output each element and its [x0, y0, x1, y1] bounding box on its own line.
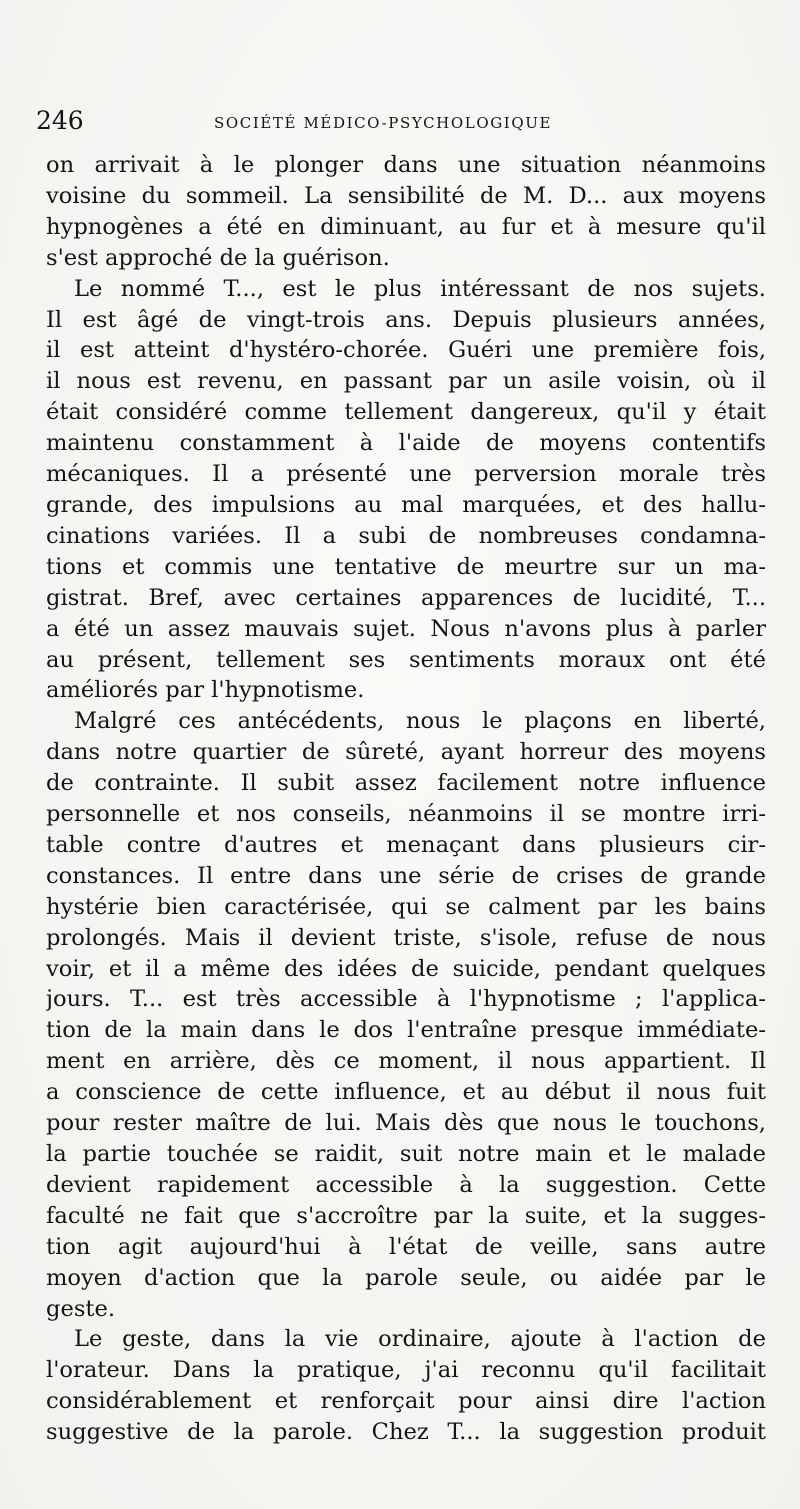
paragraph-2	[46, 274, 766, 707]
text-line: personnelle et nos conseils, néanmoins il se montre irri-	[46, 801, 766, 828]
paragraph-1	[46, 150, 766, 274]
text-line: hystérie bien caractérisée, qui se calment par les bains	[46, 893, 766, 920]
text-line: de contrainte. Il subit assez facilement notre influence	[46, 770, 766, 797]
text-line: maintenu constamment à l'aide de moyens contentifs	[46, 430, 766, 457]
text-line: l'orateur. Dans la pratique, j'ai reconnu qu'il facilitait	[46, 1357, 766, 1384]
text-line: voisine du sommeil. La sensibilité de M. D... aux moyens	[46, 182, 766, 209]
text-line: mécaniques. Il a présenté une perversion morale très	[46, 461, 766, 488]
text-line: devient rapidement accessible à la suggestion. Cette	[46, 1171, 766, 1198]
text-line: tion agit aujourd'hui à l'état de veille, sans autre	[46, 1233, 766, 1260]
text-line: a conscience de cette influence, et au début il nous fuit	[46, 1079, 766, 1106]
text-line: on arrivait à le plonger dans une situation néanmoins	[46, 152, 766, 178]
text-line: tion de la main dans le dos l'entraîne presque immédiate-	[46, 1017, 766, 1044]
text-line: suggestive de la parole. Chez T... la suggestion produit	[46, 1419, 766, 1446]
text-line: a été un assez mauvais sujet. Nous n'avons plus à parler	[46, 615, 766, 642]
text-line: Le nommé T..., est le plus intéressant de nos sujets.	[74, 275, 766, 302]
running-head: SOCIÉTÉ MÉDICO-PSYCHOLOGIQUE	[214, 114, 553, 132]
text-line: geste.	[46, 1295, 116, 1322]
text-line: tions et commis une tentative de meurtre sur un ma-	[46, 553, 766, 580]
text-line: cinations variées. Il a subi de nombreuses condamna-	[46, 522, 766, 549]
text-line: Il est âgé de vingt-trois ans. Depuis plusieurs années,	[46, 306, 766, 333]
text-line: faculté ne fait que s'accroître par la suite, et la sugges-	[46, 1202, 766, 1229]
text-line: il nous est revenu, en passant par un asile voisin, où il	[46, 368, 766, 395]
text-line: était considéré comme tellement dangereux, qu'il y était	[46, 399, 766, 426]
text-line: améliorés par l'hypnotisme.	[46, 677, 365, 704]
text-line: grande, des impulsions au mal marquées, et des hallu-	[46, 491, 766, 518]
text-line: gistrat. Bref, avec certaines apparences de lucidité, T...	[46, 584, 766, 611]
text-line: Malgré ces antécédents, nous le plaçons en liberté,	[74, 708, 766, 735]
page-number: 246	[36, 106, 84, 135]
text-line: voir, et il a même des idées de suicide, pendant quelques	[46, 955, 766, 982]
text-line: il est atteint d'hystéro-chorée. Guéri une première fois,	[46, 337, 766, 364]
text-line: au présent, tellement ses sentiments moraux ont été	[46, 646, 766, 673]
text-line: jours. T... est très accessible à l'hypnotisme ; l'applica-	[46, 986, 766, 1013]
page-header	[36, 103, 766, 139]
paragraph-4	[46, 1324, 766, 1448]
text-line: s'est approché de la guérison.	[46, 244, 390, 271]
text-line: pour rester maître de lui. Mais dès que nous le touchons,	[46, 1110, 766, 1137]
paragraph-3	[46, 706, 766, 1324]
text-line: considérablement et renforçait pour ainsi dire l'action	[46, 1388, 766, 1415]
text-line: moyen d'action que la parole seule, ou aidée par le	[46, 1264, 766, 1291]
text-line: hypnogènes a été en diminuant, au fur et à mesure qu'il	[46, 213, 766, 240]
text-line: table contre d'autres et menaçant dans plusieurs cir-	[46, 831, 766, 858]
text-line: constances. Il entre dans une série de crises de grande	[46, 862, 766, 889]
text-line: Le geste, dans la vie ordinaire, ajoute à l'action de	[74, 1326, 766, 1353]
body-text	[46, 150, 766, 1448]
text-line: la partie touchée se raidit, suit notre main et le malade	[46, 1141, 766, 1167]
text-line: prolongés. Mais il devient triste, s'isole, refuse de nous	[46, 924, 766, 951]
text-line: dans notre quartier de sûreté, ayant horreur des moyens	[46, 739, 766, 766]
text-line: ment en arrière, dès ce moment, il nous appartient. Il	[46, 1048, 766, 1075]
